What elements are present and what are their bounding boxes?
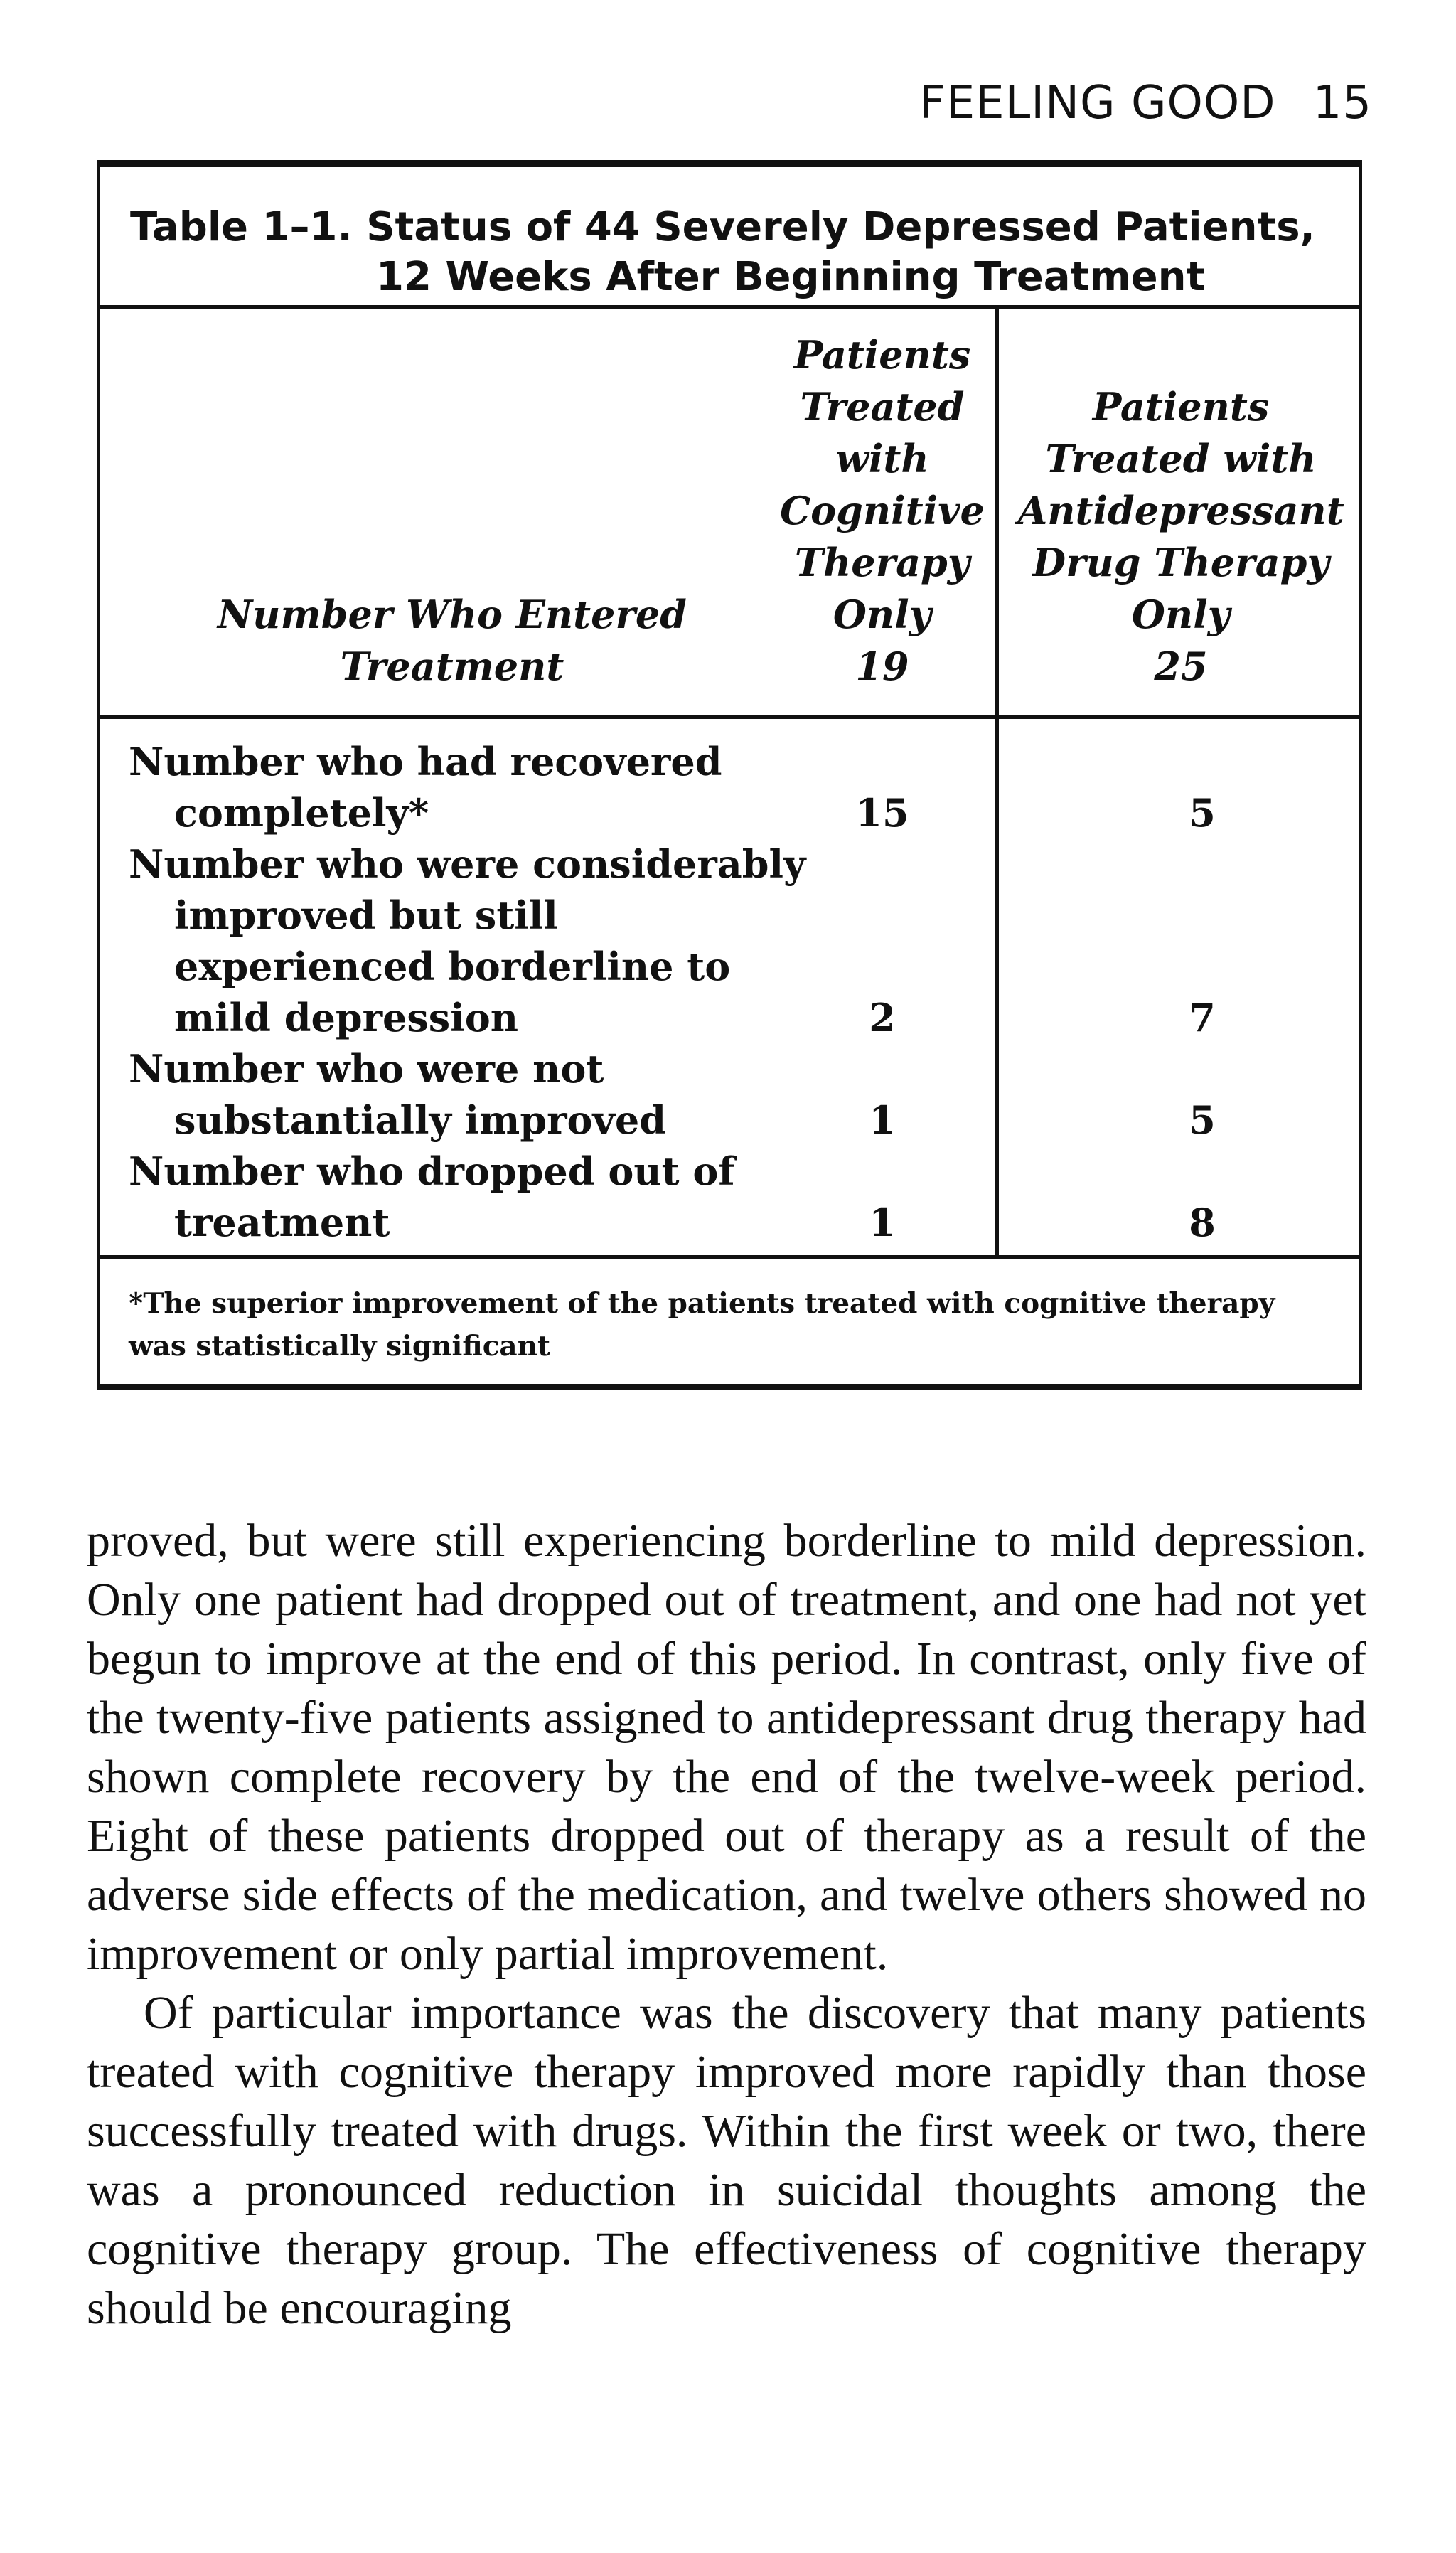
row-label-line: completely* [174,790,429,836]
header-col2-line: Only [1131,592,1231,637]
body-text [87,1511,1366,2338]
running-head-title: FEELING GOOD [919,77,1276,129]
table-row-dropped-out [129,1146,840,1248]
header-col1-count: 19 [855,644,909,689]
header-col1-line: with [835,436,929,481]
header-col1-line: Patients [793,332,971,378]
page-number: 15 [1312,77,1372,129]
header-col1-line: Only [833,592,932,637]
header-col2-count: 25 [1154,644,1208,689]
row-label-line: Number who dropped out of [129,1148,735,1194]
header-col2-line: Antidepressant [1017,488,1344,533]
footnote-rule [100,1255,1359,1259]
row-label-line: treatment [174,1200,390,1245]
row-label-line: Number who had recovered [129,739,722,784]
row-label-line: experienced borderline to [174,944,731,989]
paragraph-2: Of particular importance was the discovery that many patients treated with cognitive therapy improved more rapidly than those successfully treated with drugs. Within the first week or two, there was a pronounced reduction in suicidal thoughts among the cognitive therapy group. The effectiveness of cognitive therapy should be encouraging [87,1987,1366,2334]
cell-drug-improved: 7 [1189,995,1216,1040]
column-divider [995,309,999,1255]
header-col2-line: Patients [1092,384,1270,430]
table-row-not-improved [129,1043,840,1146]
header-drug-therapy [1003,381,1359,693]
table-row-improved [129,838,840,1043]
table-caption [100,167,1359,309]
cell-cognitive-dropped-out: 1 [869,1200,896,1245]
cell-cognitive-not-improved: 1 [869,1097,896,1143]
row-label-line: mild depression [174,995,518,1040]
row-label-line: Number who were considerably [129,841,806,887]
table-caption-line1: Table 1–1. Status of 44 Severely Depressed Patients, [130,204,1315,250]
paragraph-1: proved, but were still experiencing borderline to mild depression. Only one patient had dropped out of treatment, and one had not yet begun to improve at the end of this period. In contrast, only five of the twenty-five patients assigned to antidepressant drug therapy had shown complete recovery by the end of the twelve-week period. Eight of these patients dropped out of therapy as a result of the adverse side effects of the medication, and twelve others showed no improvement or only partial improvement. [87,1515,1366,1980]
header-col1-line: Treated [800,384,965,430]
table-footnote: *The superior improvement of the patients treated with cognitive therapy was statistically significant [129,1287,1275,1363]
cell-cognitive-improved: 2 [869,995,896,1040]
row-label-line: improved but still [174,892,558,938]
header-cognitive-therapy [776,329,989,693]
cell-drug-recovered: 5 [1189,790,1216,836]
cell-cognitive-recovered: 15 [855,790,909,836]
table-caption-line2: 12 Weeks After Beginning Treatment [376,254,1206,300]
cell-drug-not-improved: 5 [1189,1097,1216,1143]
running-head [919,77,1372,129]
header-col1-line: Cognitive [780,488,985,533]
header-col2-line: Treated with [1045,436,1317,481]
header-row-label-line: Number Who Entered [217,592,687,637]
row-label-line: substantially improved [174,1097,667,1143]
table-row-recovered [129,736,840,838]
header-row-label-line: Treatment [340,644,564,689]
header-row-label [157,589,747,693]
header-rule [100,715,1359,719]
header-col1-line: Therapy [794,540,970,585]
results-table [97,160,1362,1390]
header-col2-line: Drug Therapy [1032,540,1329,585]
cell-drug-dropped-out: 8 [1189,1200,1216,1245]
row-label-line: Number who were not [129,1046,604,1092]
